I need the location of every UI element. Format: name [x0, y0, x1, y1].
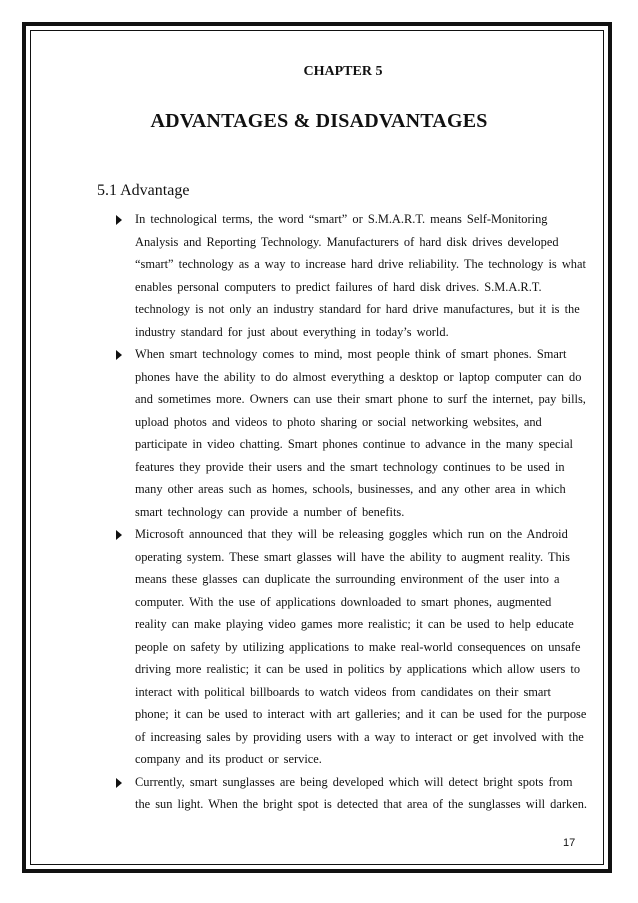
- arrow-bullet-icon: [116, 350, 122, 360]
- bullet-line: phones have the ability to do almost everything a desktop or laptop computer can do: [135, 369, 582, 384]
- bullet-line: interact with political billboards to watch videos from candidates on their smart: [135, 684, 551, 699]
- bullet-line: means these glasses can duplicate the surrounding environment of the user into a: [135, 572, 560, 586]
- bullet-line: When smart technology comes to mind, most people think of smart phones. Smart: [135, 347, 567, 361]
- bullet-line: and sometimes more. Owners can use their smart phone to surf the internet, pay bills,: [135, 392, 586, 406]
- bullet-line: features they provide their users and the smart technology continues to be used in: [135, 459, 565, 474]
- section-heading: 5.1 Advantage: [97, 182, 190, 199]
- bullet-line: the sun light. When the bright spot is detected that area of the sunglasses will darken.: [135, 797, 587, 811]
- bullet-line: many other areas such as homes, schools, businesses, and any other area in which: [135, 482, 566, 496]
- bullet-line: reality can make playing video games more realistic; it can be used to help educate: [135, 617, 574, 631]
- bullet-line: company and its product or service.: [135, 752, 322, 766]
- bullet-line: upload photos and videos to photo sharing or social networking websites, and: [135, 414, 542, 429]
- bullet-item: [116, 523, 586, 771]
- bullet-line: “smart” technology as a way to increase hard drive reliability. The technology is what: [135, 257, 586, 271]
- bullet-item: [116, 208, 586, 343]
- chapter-title: ADVANTAGES & DISADVANTAGES: [150, 110, 488, 132]
- arrow-bullet-icon: [116, 530, 122, 540]
- chapter-heading: CHAPTER 5: [303, 64, 383, 79]
- bullet-line: Microsoft announced that they will be releasing goggles which run on the Android: [135, 527, 568, 541]
- bullet-list: [116, 208, 586, 816]
- bullet-line: computer. With the use of applications downloaded to smart phones, augmented: [135, 594, 552, 609]
- bullet-line: industry standard for just about everything in today’s world.: [135, 324, 449, 339]
- arrow-bullet-icon: [116, 778, 122, 788]
- arrow-bullet-icon: [116, 215, 122, 225]
- bullet-line: participate in video chatting. Smart phones continue to advance in the many special: [135, 437, 573, 451]
- bullet-line: smart technology can provide a number of benefits.: [135, 504, 405, 519]
- bullet-line: operating system. These smart glasses will have the ability to augment reality. This: [135, 549, 570, 564]
- bullet-line: phone; it can be used to interact with art galleries; and it can be used for the purpose: [135, 707, 587, 721]
- bullet-line: technology is not only an industry standard for hard drive manufactures, but it is the: [135, 302, 580, 316]
- bullet-line: In technological terms, the word “smart” or S.M.A.R.T. means Self-Monitoring: [135, 212, 548, 226]
- page-number: 17: [563, 837, 576, 849]
- bullet-item: [116, 343, 586, 523]
- bullet-line: enables personal computers to predict failures of hard disk drives. S.M.A.R.T.: [135, 279, 542, 294]
- bullet-line: Currently, smart sunglasses are being developed which will detect bright spots from: [135, 774, 573, 789]
- bullet-line: of increasing sales by providing users with a way to interact or get involved with the: [135, 729, 584, 744]
- bullet-line: people on safety by utilizing applications to make real-world consequences on unsafe: [135, 639, 581, 654]
- bullet-line: Analysis and Reporting Technology. Manufacturers of hard disk drives developed: [135, 234, 559, 249]
- bullet-line: driving more realistic; it can be used in politics by applications which allow users to: [135, 662, 581, 676]
- bullet-item: [116, 771, 586, 816]
